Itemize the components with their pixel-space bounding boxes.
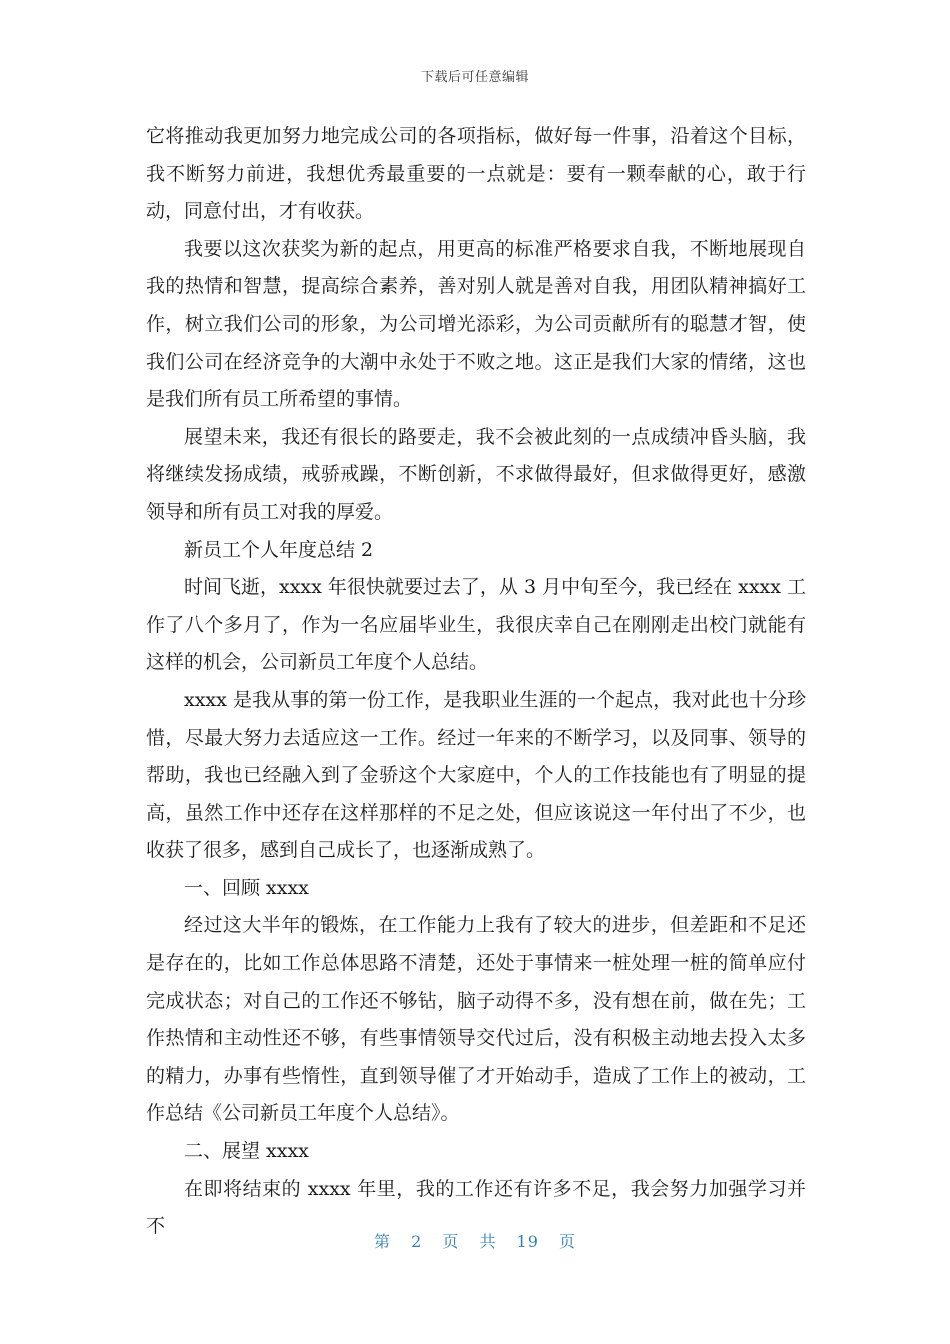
paragraph: 我要以这次获奖为新的起点，用更高的标准严格要求自我，不断地展现自我的热情和智慧，提高综合素养，善对别人就是善对自我，用团队精神搞好工作，树立我们公司的形象，为公司增光添彩，为公司贡献所有的聪慧才智，使我们公司在经济竞争的大潮中永处于不败之地。这正是我们大家的情绪，这也是我们所有员工所希望的事情。 xyxy=(146,237,806,411)
page-number: 第 2 页 共 19 页 xyxy=(374,1232,576,1251)
section-heading: 二、展望 xxxx xyxy=(184,1140,309,1163)
paragraph: 在即将结束的 xxxx 年里，我的工作还有许多不足，我会努力加强学习并不 xyxy=(146,1177,806,1238)
paragraph: xxxx 是我从事的第一份工作，是我职业生涯的一个起点，我对此也十分珍惜，尽最大努力去适应这一工作。经过一年来的不断学习，以及同事、领导的帮助，我也已经融入到了金骄这个大家庭中，个人的工作技能也有了明显的提高，虽然工作中还存在这样那样的不足之处，但应该说这一年付出了不少，也收获了很多，感到自己成长了，也逐渐成熟了。 xyxy=(146,688,806,862)
paragraph: 时间飞逝，xxxx 年很快就要过去了，从 3 月中旬至今，我已经在 xxxx 工作了八个多月了，作为一名应届毕业生，我很庆幸自己在刚刚走出校门就能有这样的机会，公司新员工年度个人总结。 xyxy=(146,576,807,674)
section-title: 新员工个人年度总结 2 xyxy=(184,538,374,561)
paragraph: 经过这大半年的锻炼，在工作能力上我有了较大的进步，但差距和不足还是存在的，比如工作总体思路不清楚，还处于事情来一桩处理一桩的简单应付完成状态；对自己的工作还不够钻，脑子动得不多，没有想在前，做在先；工作热情和主动性还不够，有些事情领导交代过后，没有积极主动地去投入太多的精力，办事有些惰性，直到领导催了才开始动手，造成了工作上的被动，工作总结《公司新员工年度个人总结》。 xyxy=(146,914,806,1125)
page-header: 下载后可任意编辑 xyxy=(420,70,529,85)
paragraph: 展望未来，我还有很长的路要走，我不会被此刻的一点成绩冲昏头脑，我将继续发扬成绩，戒骄戒躁，不断创新，不求做得最好，但求做得更好，感激领导和所有员工对我的厚爱。 xyxy=(146,425,806,523)
document-body xyxy=(146,118,806,1246)
paragraph-continuation: 它将推动我更加努力地完成公司的各项指标，做好每一件事，沿着这个目标，我不断努力前进，我想优秀最重要的一点就是：要有一颗奉献的心，敢于行动，同意付出，才有收获。 xyxy=(146,125,806,223)
section-heading: 一、回顾 xxxx xyxy=(184,876,309,899)
